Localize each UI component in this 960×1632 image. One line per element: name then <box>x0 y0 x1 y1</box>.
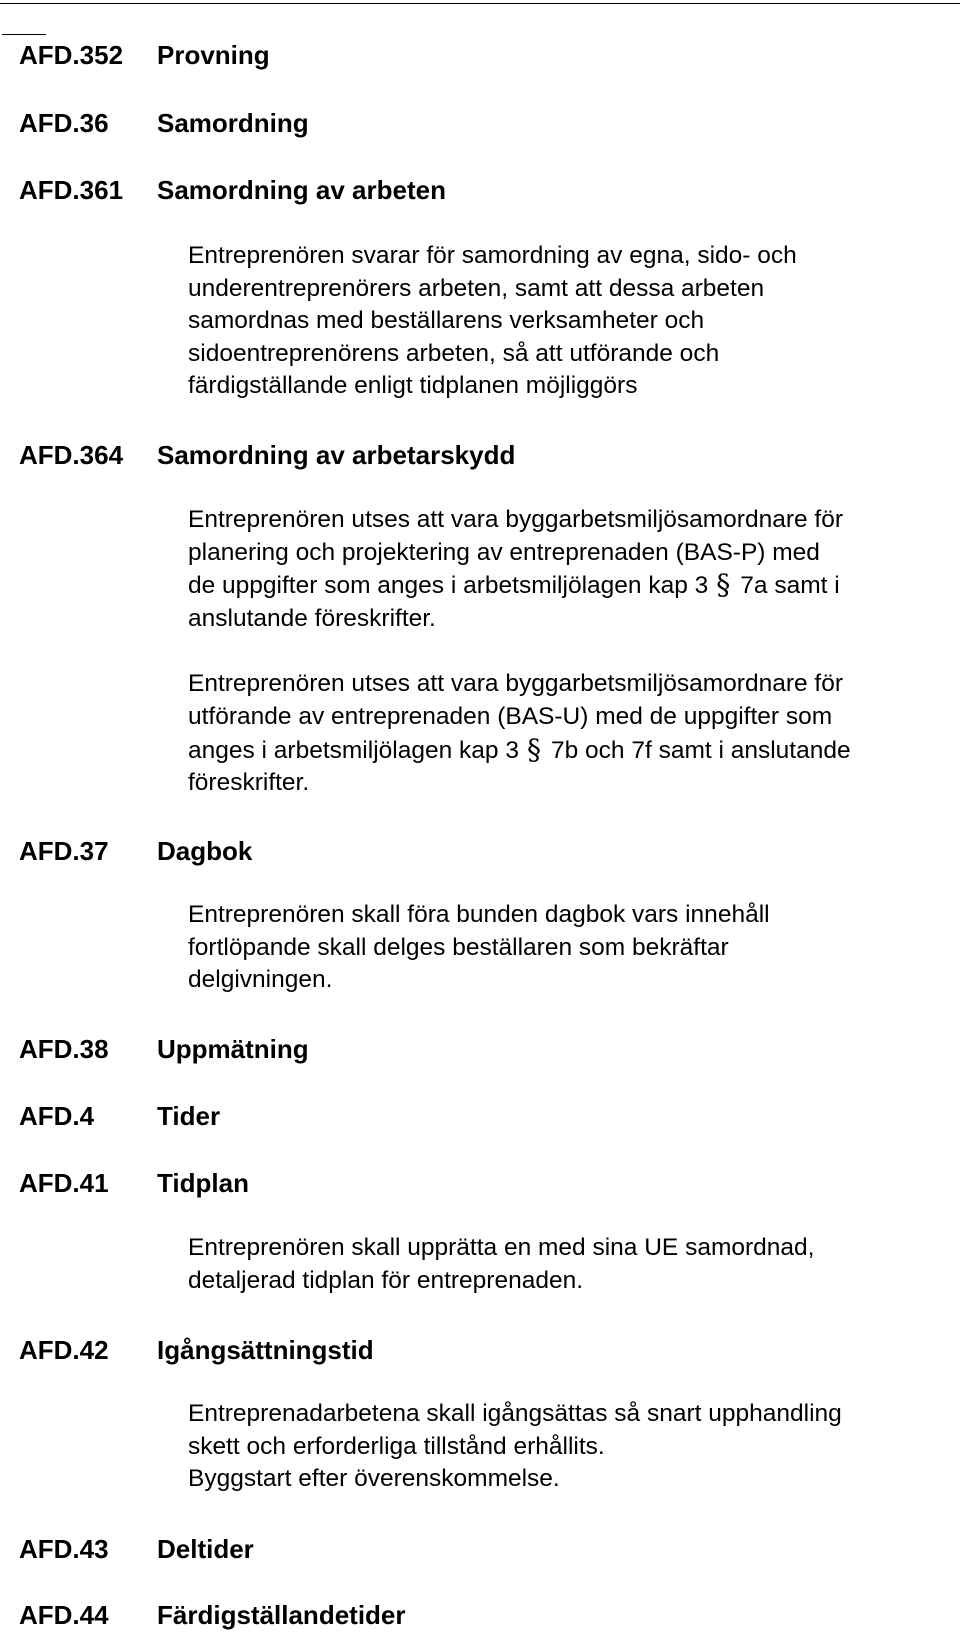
section-code-afd36: AFD.36 <box>19 108 109 138</box>
section-code-afd41: AFD.41 <box>19 1168 109 1198</box>
body-line: samordnas med beställarens verksamheter och <box>188 307 705 335</box>
body-text: 7b och 7f samt i anslutande <box>550 736 851 764</box>
section-body-afd37 <box>188 899 770 997</box>
section-code-afd4: AFD.4 <box>19 1101 95 1131</box>
section-code-afd43: AFD.43 <box>19 1534 109 1564</box>
body-line: fortlöpande skall delges beställaren som bekräftar <box>188 933 729 961</box>
section-title-afd43: Deltider <box>157 1534 254 1564</box>
section-code-afd37: AFD.37 <box>19 836 109 866</box>
body-line: utförande av entreprenaden (BAS-U) med de uppgifter som <box>188 702 833 730</box>
section-code-afd42: AFD.42 <box>19 1335 109 1365</box>
section-title-afd364: Samordning av arbetarskydd <box>157 440 516 470</box>
section-title-afd361: Samordning av arbeten <box>157 175 446 205</box>
body-line: delgivningen. <box>188 966 333 994</box>
body-text: 7a samt i <box>740 572 840 600</box>
body-line <box>188 569 851 603</box>
paragraph-bas-u <box>188 668 851 799</box>
page-top-rule <box>0 3 960 4</box>
paragraph-bas-p <box>188 504 851 635</box>
section-body-afd364 <box>188 504 851 800</box>
header-mark <box>2 34 46 35</box>
section-code-afd364: AFD.364 <box>19 440 124 470</box>
section-title-afd41: Tidplan <box>157 1168 249 1198</box>
body-line: Entreprenören utses att vara byggarbetsmiljösamordnare för <box>188 670 844 698</box>
section-title-afd38: Uppmätning <box>157 1034 309 1064</box>
section-body-afd42 <box>188 1398 842 1496</box>
section-body-afd361 <box>188 240 797 403</box>
body-line: skett och erforderliga tillstånd erhållits. <box>188 1432 605 1460</box>
body-line: planering och projektering av entreprenaden (BAS-P) med <box>188 538 820 566</box>
body-line: Entreprenören svarar för samordning av egna, sido- och <box>188 242 797 269</box>
section-code-afd361: AFD.361 <box>19 175 124 205</box>
section-title-afd352: Provning <box>157 40 270 70</box>
body-line: underentreprenörers arbeten, samt att dessa arbeten <box>188 274 765 302</box>
paragraph-sign: § <box>526 732 541 766</box>
body-line: sidoentreprenörens arbeten, så att utförande och <box>188 339 720 367</box>
body-line: färdigställande enligt tidplanen möjliggörs <box>188 372 638 400</box>
paragraph-sign: § <box>716 568 731 602</box>
section-title-afd4: Tider <box>157 1101 221 1131</box>
section-title-afd37: Dagbok <box>157 836 253 866</box>
body-line: anslutande föreskrifter. <box>188 604 436 632</box>
section-code-afd44: AFD.44 <box>19 1600 109 1630</box>
body-line <box>188 734 851 768</box>
section-body-afd41 <box>188 1232 814 1297</box>
body-line: Entreprenören skall upprätta en med sina UE samordnad, <box>188 1234 815 1261</box>
body-line: föreskrifter. <box>188 769 310 797</box>
section-code-afd352: AFD.352 <box>19 40 124 70</box>
body-line: Entreprenören skall föra bunden dagbok vars innehåll <box>188 901 770 928</box>
body-text: anges i arbetsmiljölagen kap 3 <box>188 736 519 764</box>
section-title-afd36: Samordning <box>157 108 309 138</box>
body-text: de uppgifter som anges i arbetsmiljölagen kap 3 <box>188 572 709 600</box>
section-title-afd42: Igångsättningstid <box>157 1335 374 1365</box>
body-line: Entreprenadarbetena skall igångsättas så snart upphandling <box>188 1400 842 1427</box>
body-line: detaljerad tidplan för entreprenaden. <box>188 1266 584 1294</box>
body-line: Byggstart efter överenskommelse. <box>188 1465 560 1493</box>
body-line: Entreprenören utses att vara byggarbetsmiljösamordnare för <box>188 506 844 533</box>
section-code-afd38: AFD.38 <box>19 1034 109 1064</box>
section-title-afd44: Färdigställandetider <box>157 1600 406 1630</box>
